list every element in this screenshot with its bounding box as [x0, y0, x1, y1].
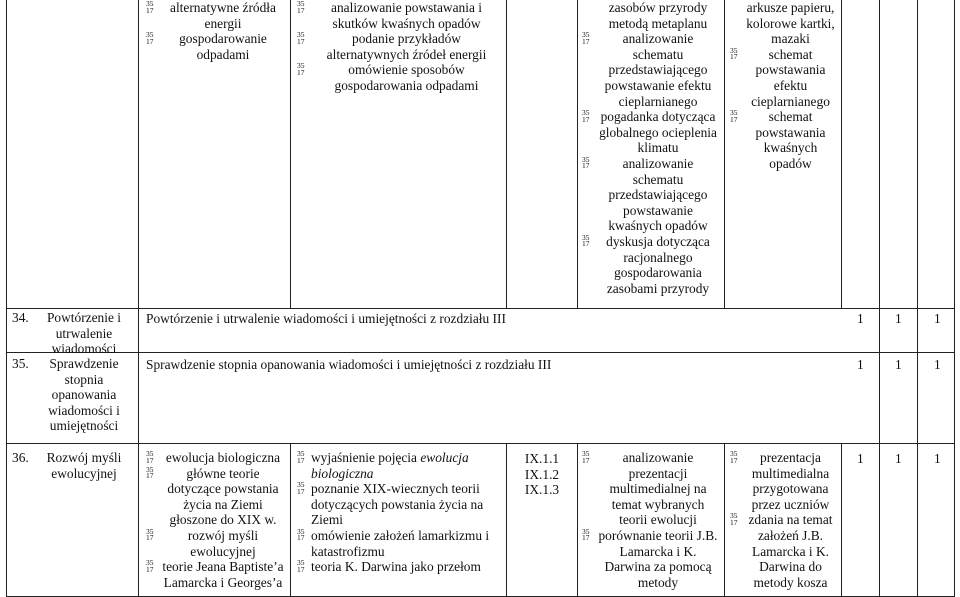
bullet-marker: 35 17 — [730, 449, 738, 465]
curriculum-codes — [508, 451, 576, 498]
row-number: 36. — [12, 450, 29, 465]
row-divider — [6, 308, 955, 309]
list-item-continuation: zasobów przyrody metodą metaplanu — [608, 0, 708, 31]
column-divider — [724, 0, 725, 308]
list-item: 35 17 analizowanie schematu przedstawiającego powstawanie efektu cieplarnianego — [582, 30, 712, 109]
list-item: 35 17 omówienie sposobów gospodarowania odpadami — [297, 61, 479, 93]
hours-value: 1 — [857, 311, 864, 326]
list-item: 35 17 alternatywne źródła energii — [146, 0, 276, 31]
bullet-marker: 35 17 — [582, 30, 590, 46]
bullet-marker: 35 17 — [146, 30, 154, 46]
top-methods-list — [582, 0, 720, 296]
list-item: 35 17 teoria K. Darwina jako przełom — [297, 558, 481, 575]
list-item: 35 17 zdania na temat założeń J.B. Lamarcka i K. Darwina do metody kosza — [730, 511, 833, 590]
hours-value: 1 — [895, 357, 902, 372]
bullet-marker: 35 17 — [730, 108, 738, 124]
hours-value: 1 — [934, 311, 941, 326]
list-item: 35 17 dyskusja dotycząca racjonalnego gospodarowania zasobami przyrody — [582, 232, 710, 296]
bullet-marker: 35 17 — [582, 232, 590, 249]
top-materials-list — [730, 0, 837, 172]
hours-value: 1 — [857, 357, 864, 372]
list-item: 35 17 rozwój myśli ewolucyjnej — [146, 526, 259, 559]
bullet-marker: 35 17 — [582, 526, 590, 543]
lesson-content: Powtórzenie i utrwalenie wiadomości i umiejętności z rozdziału III — [146, 311, 506, 326]
bullet-marker: 35 17 — [730, 511, 738, 527]
bullet-marker: 35 17 — [297, 0, 305, 15]
bullet-marker: 35 17 — [582, 449, 590, 465]
curriculum-code: IX.1.2 — [524, 466, 560, 482]
list-item-continuation: arkusze papieru, kolorowe kartki, mazaki — [746, 0, 835, 47]
top-requirements-list — [297, 0, 502, 94]
column-divider — [138, 0, 139, 597]
row-divider — [6, 443, 955, 444]
requirements-list — [297, 450, 502, 575]
lesson-title: Sprawdzenie stopnia opanowania wiadomości i umiejętności — [48, 356, 120, 434]
bullet-marker: 35 17 — [582, 108, 590, 124]
list-item: 35 17 analizowanie powstawania i skutków kwaśnych opadów — [297, 0, 482, 31]
column-divider — [290, 443, 291, 597]
bullet-marker: 35 17 — [582, 154, 590, 171]
list-item: 35 17 schemat powstawania kwaśnych opadów — [730, 108, 826, 171]
list-item: 35 17 prezentacja multimedialna przygotowana przez uczniów — [730, 449, 830, 512]
list-item: 35 17 główne teorie dotyczące powstania życia na Ziemi głoszone do XIX w. — [146, 464, 279, 528]
bullet-marker: 35 17 — [297, 61, 305, 77]
bullet-marker: 35 17 — [730, 45, 738, 62]
lesson-title: Powtórzenie i utrwalenie wiadomości — [46, 310, 121, 357]
list-item: 35 17 poznanie XIX-wiecznych teorii dotyczących powstania życia na Ziemi — [297, 480, 484, 528]
bullet-marker: 35 17 — [146, 558, 154, 574]
hours-value: 1 — [857, 451, 864, 466]
row-number: 35. — [12, 356, 29, 371]
list-item: 35 17 pogadanka dotycząca globalnego ocieplenia klimatu — [582, 108, 717, 156]
list-item: 35 17 wyjaśnienie pojęcia ewolucja biologiczna — [297, 449, 469, 481]
column-divider — [724, 443, 725, 597]
list-item: 35 17 teorie Jeana Baptiste’a Lamarcka i Georges’a — [146, 558, 284, 590]
bullet-marker: 35 17 — [297, 526, 305, 543]
column-divider — [506, 443, 507, 597]
bullet-marker: 35 17 — [297, 30, 305, 46]
lesson-content: Sprawdzenie stopnia opanowania wiadomości i umiejętności z rozdziału III — [146, 357, 552, 372]
column-divider — [577, 0, 578, 308]
bullet-marker: 35 17 — [146, 464, 154, 481]
column-divider — [290, 0, 291, 308]
table-border-left — [6, 0, 7, 597]
bullet-marker: 35 17 — [146, 449, 154, 465]
materials-list — [730, 450, 837, 590]
methods-list — [582, 450, 720, 590]
list-item: 35 17 analizowanie schematu przedstawiającego powstawanie kwaśnych opadów — [582, 154, 708, 234]
hours-value: 1 — [934, 451, 941, 466]
list-item: 35 17 schemat powstawania efektu cieplarnianego — [730, 45, 830, 109]
top-content-list — [146, 0, 286, 62]
table-border-right — [954, 0, 955, 597]
list-item: 35 17 porównanie teorii J.B. Lamarcka i K. Darwina za pomocą metody — [582, 526, 718, 590]
hours-value: 1 — [934, 357, 941, 372]
bullet-marker: 35 17 — [146, 0, 154, 15]
bullet-marker: 35 17 — [297, 480, 305, 496]
row-divider — [6, 352, 955, 353]
bullet-marker: 35 17 — [146, 526, 154, 543]
column-divider — [506, 0, 507, 308]
hours-value: 1 — [895, 311, 902, 326]
column-divider — [917, 0, 918, 597]
bullet-marker: 35 17 — [297, 449, 305, 465]
column-divider — [879, 0, 880, 597]
list-item: 35 17 gospodarowanie odpadami — [146, 30, 267, 62]
list-item: 35 17 ewolucja biologiczna — [146, 449, 281, 465]
list-item: 35 17 analizowanie prezentacji multimedialnej na temat wybranych teorii ewolucji — [582, 449, 707, 528]
column-divider — [841, 443, 842, 597]
list-item: 35 17 omówienie założeń lamarkizmu i katastrofizmu — [297, 526, 490, 559]
lesson-title: Rozwój myśli ewolucyjnej — [46, 450, 122, 481]
list-item: 35 17 podanie przykładów alternatywnych źródeł energii — [297, 30, 487, 62]
hours-value: 1 — [895, 451, 902, 466]
curriculum-code: IX.1.3 — [524, 482, 560, 498]
column-divider — [841, 0, 842, 308]
curriculum-code: IX.1.1 — [524, 451, 560, 466]
column-divider — [577, 443, 578, 597]
row-number: 34. — [12, 310, 29, 325]
bullet-marker: 35 17 — [297, 558, 305, 574]
content-list — [146, 450, 286, 590]
